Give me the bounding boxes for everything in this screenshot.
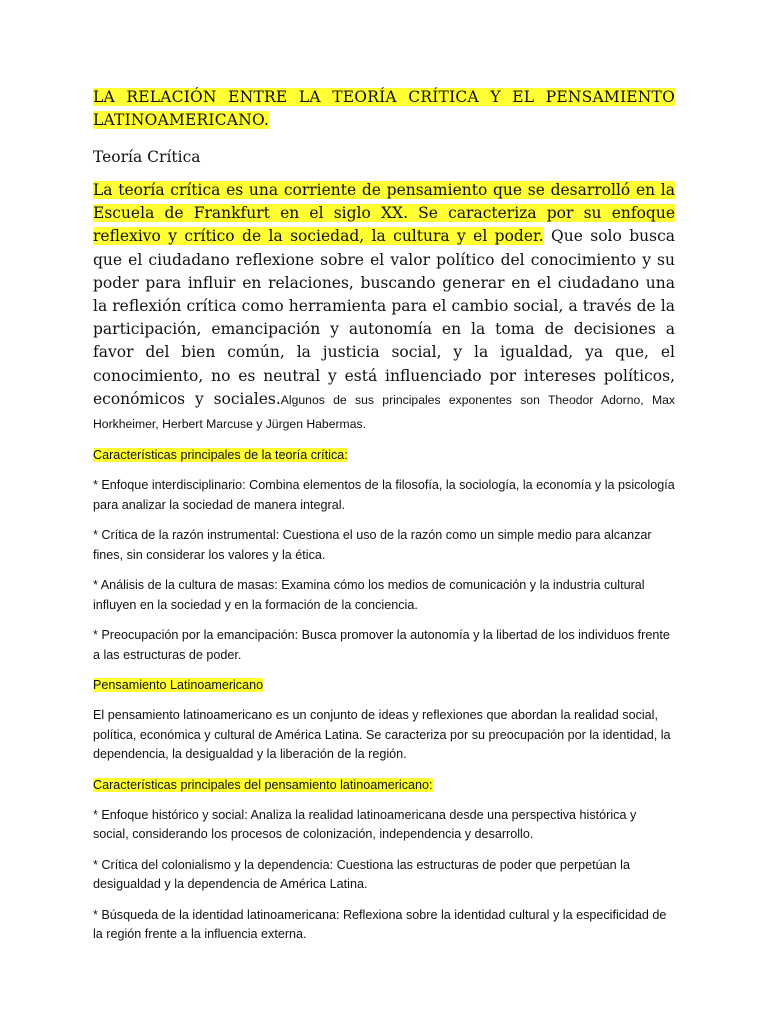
pl-characteristics-heading-text: Características principales del pensamiento latinoamericano:	[93, 777, 433, 792]
intro-body-text: Que solo busca que el ciudadano reflexione sobre el valor político del conocimiento y su poder para influir en relaciones, buscando generar en el ciudadano una la reflexión crítica como herramienta para el cambio social, a través de la participación, emancipación y autonomía en la toma de decisiones a favor del bien común, la justicia social, y la igualdad, ya que, el conocimiento, no es neutral y está influenciado por intereses políticos, económicos y sociales.	[93, 227, 675, 408]
tc-characteristics-heading	[93, 446, 675, 465]
tc-list-item: * Crítica de la razón instrumental: Cuestiona el uso de la razón como un simple medio para alcanzar fines, sin considerar los valores y la ética.	[93, 528, 652, 562]
tc-characteristics-heading-text: Características principales de la teoría crítica:	[93, 448, 348, 463]
intro-exponents-text: Algunos de sus principales exponentes son Theodor Adorno, Max Horkheimer, Herbert Marcuse y Jürgen Habermas.	[93, 392, 675, 432]
pl-section-heading-text: Pensamiento Latinoamericano	[93, 678, 264, 693]
pl-section-heading	[93, 676, 675, 695]
pl-characteristics-heading	[93, 776, 675, 795]
tc-list-item: * Enfoque interdisciplinario: Combina elementos de la filosofía, la sociología, la economía y la psicología para analizar la sociedad de manera integral.	[93, 478, 675, 512]
tc-list-item: * Preocupación por la emancipación: Busca promover la autonomía y la libertad de los individuos frente a las estructuras de poder.	[93, 628, 670, 662]
tc-list-item: * Análisis de la cultura de masas: Examina cómo los medios de comunicación y la industria cultural influyen en la sociedad y en la formación de la conciencia.	[93, 578, 645, 612]
pl-list-item: * Búsqueda de la identidad latinoamericana: Reflexiona sobre la identidad cultural y la especificidad de la región frente a la influencia externa.	[93, 907, 667, 942]
intro-paragraph	[93, 179, 675, 436]
document-page	[93, 86, 675, 956]
document-title-text: LA RELACIÓN ENTRE LA TEORÍA CRÍTICA Y EL PENSAMIENTO LATINOAMERICANO.	[93, 88, 675, 129]
document-title	[93, 86, 675, 132]
section-subtitle-teoria-critica: Teoría Crítica	[93, 148, 201, 166]
pl-list-item: * Crítica del colonialismo y la dependencia: Cuestiona las estructuras de poder que perpetúan la desigualdad y la dependencia de América Latina.	[93, 857, 630, 892]
intro-highlighted-text: La teoría crítica es una corriente de pensamiento que se desarrolló en la Escuela de Frankfurt en el siglo XX. Se caracteriza por su enfoque reflexivo y crítico de la sociedad, la cultura y el poder.	[93, 181, 675, 246]
pl-paragraph: El pensamiento latinoamericano es un conjunto de ideas y reflexiones que abordan la realidad social, política, económica y cultural de América Latina. Se caracteriza por su preocupación por la identidad, la dependencia, la desigualdad y la liberación de la región.	[93, 708, 671, 762]
pl-list-item: * Enfoque histórico y social: Analiza la realidad latinoamericana desde una perspectiva histórica y social, considerando los procesos de colonización, independencia y desarrollo.	[93, 807, 637, 842]
